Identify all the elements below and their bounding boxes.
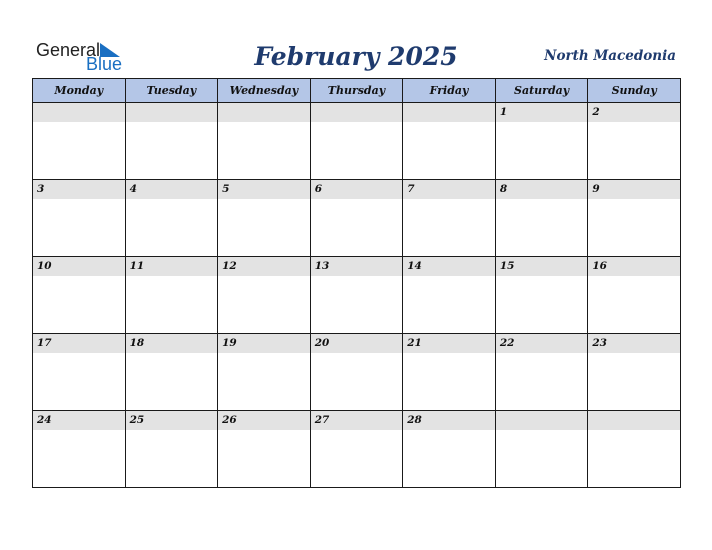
day-number: 15 — [499, 260, 515, 272]
day-cell[interactable] — [495, 180, 588, 257]
day-number: 25 — [129, 414, 145, 426]
day-cell[interactable] — [218, 334, 311, 411]
day-cell[interactable] — [310, 334, 403, 411]
day-cell[interactable] — [310, 103, 403, 180]
day-number-bar — [403, 334, 495, 353]
day-cell[interactable] — [33, 103, 126, 180]
day-cell[interactable] — [403, 180, 496, 257]
day-cell[interactable] — [33, 180, 126, 257]
weekday-header: Sunday — [588, 79, 681, 103]
day-number-bar — [588, 411, 680, 430]
day-number: 16 — [592, 260, 607, 272]
day-number-bar — [33, 334, 125, 353]
day-number-bar — [588, 334, 680, 353]
day-cell[interactable] — [125, 411, 218, 488]
day-number-bar — [311, 411, 403, 430]
day-number-bar — [311, 257, 403, 276]
weekday-header: Friday — [403, 79, 496, 103]
day-number: 21 — [407, 337, 422, 349]
day-cell[interactable] — [588, 411, 681, 488]
weekday-header: Monday — [33, 79, 126, 103]
day-number: 2 — [592, 106, 600, 118]
day-number: 10 — [37, 260, 52, 272]
week-row — [33, 103, 681, 180]
day-number-bar — [311, 334, 403, 353]
day-number-bar — [588, 257, 680, 276]
day-cell[interactable] — [588, 257, 681, 334]
day-number-bar — [218, 411, 310, 430]
day-cell[interactable] — [403, 411, 496, 488]
day-cell[interactable] — [125, 180, 218, 257]
day-number: 9 — [592, 183, 600, 195]
day-cell[interactable] — [495, 103, 588, 180]
day-number: 12 — [222, 260, 237, 272]
week-row — [33, 334, 681, 411]
day-cell[interactable] — [125, 103, 218, 180]
day-number-bar — [33, 103, 125, 122]
day-cell[interactable] — [125, 334, 218, 411]
day-number-bar — [33, 257, 125, 276]
day-number: 1 — [499, 106, 508, 118]
day-cell[interactable] — [403, 103, 496, 180]
day-number: 22 — [499, 337, 515, 349]
day-cell[interactable] — [403, 334, 496, 411]
calendar-grid — [32, 78, 681, 488]
day-number-bar — [496, 411, 588, 430]
logo-text-blue: Blue — [86, 54, 123, 74]
day-cell[interactable] — [33, 411, 126, 488]
day-number: 17 — [37, 337, 52, 349]
day-number-bar — [403, 103, 495, 122]
day-cell[interactable] — [125, 257, 218, 334]
day-number-bar — [496, 334, 588, 353]
day-number-bar — [403, 180, 495, 199]
day-number: 5 — [222, 183, 230, 195]
day-number: 19 — [222, 337, 237, 349]
country-name: North Macedonia — [544, 48, 676, 64]
day-number-bar — [496, 180, 588, 199]
day-cell[interactable] — [588, 334, 681, 411]
day-number: 11 — [129, 260, 145, 272]
weekday-header: Tuesday — [125, 79, 218, 103]
day-cell[interactable] — [403, 257, 496, 334]
weekday-header: Saturday — [495, 79, 588, 103]
day-number-bar — [33, 180, 125, 199]
day-number: 24 — [37, 414, 52, 426]
day-number-bar — [496, 103, 588, 122]
day-cell[interactable] — [495, 411, 588, 488]
day-number-bar — [588, 180, 680, 199]
day-cell[interactable] — [495, 334, 588, 411]
day-number-bar — [218, 103, 310, 122]
day-number-bar — [218, 257, 310, 276]
day-cell[interactable] — [218, 257, 311, 334]
day-number: 6 — [314, 183, 322, 195]
day-cell[interactable] — [218, 180, 311, 257]
week-row — [33, 180, 681, 257]
day-cell[interactable] — [495, 257, 588, 334]
day-number: 27 — [314, 414, 330, 426]
day-number-bar — [218, 180, 310, 199]
day-number: 13 — [314, 260, 330, 272]
weekday-header-row — [33, 79, 681, 103]
day-number: 7 — [407, 183, 415, 195]
day-cell[interactable] — [310, 257, 403, 334]
day-number-bar — [311, 103, 403, 122]
day-cell[interactable] — [310, 180, 403, 257]
day-number: 8 — [499, 183, 508, 195]
day-number: 28 — [407, 414, 422, 426]
day-number: 18 — [129, 337, 145, 349]
day-number: 23 — [592, 337, 607, 349]
weekday-header: Thursday — [310, 79, 403, 103]
day-cell[interactable] — [310, 411, 403, 488]
day-number: 14 — [407, 260, 422, 272]
day-cell[interactable] — [218, 103, 311, 180]
week-row — [33, 257, 681, 334]
day-cell[interactable] — [588, 103, 681, 180]
weekday-header: Wednesday — [218, 79, 311, 103]
day-number-bar — [126, 180, 218, 199]
day-number-bar — [126, 103, 218, 122]
week-row — [33, 411, 681, 488]
day-number: 3 — [37, 183, 45, 195]
logo-text-general: General — [36, 40, 101, 60]
day-number-bar — [311, 180, 403, 199]
day-cell[interactable] — [33, 257, 126, 334]
day-cell[interactable] — [218, 411, 311, 488]
day-number: 4 — [129, 183, 137, 195]
day-number-bar — [496, 257, 588, 276]
day-number-bar — [126, 411, 218, 430]
calendar-title: February 2025 — [254, 42, 458, 71]
day-number-bar — [403, 411, 495, 430]
day-number: 20 — [314, 337, 330, 349]
day-number-bar — [33, 411, 125, 430]
day-number-bar — [126, 257, 218, 276]
day-number-bar — [403, 257, 495, 276]
day-number-bar — [588, 103, 680, 122]
day-number-bar — [218, 334, 310, 353]
day-cell[interactable] — [33, 334, 126, 411]
day-cell[interactable] — [588, 180, 681, 257]
day-number: 26 — [222, 414, 237, 426]
day-number-bar — [126, 334, 218, 353]
